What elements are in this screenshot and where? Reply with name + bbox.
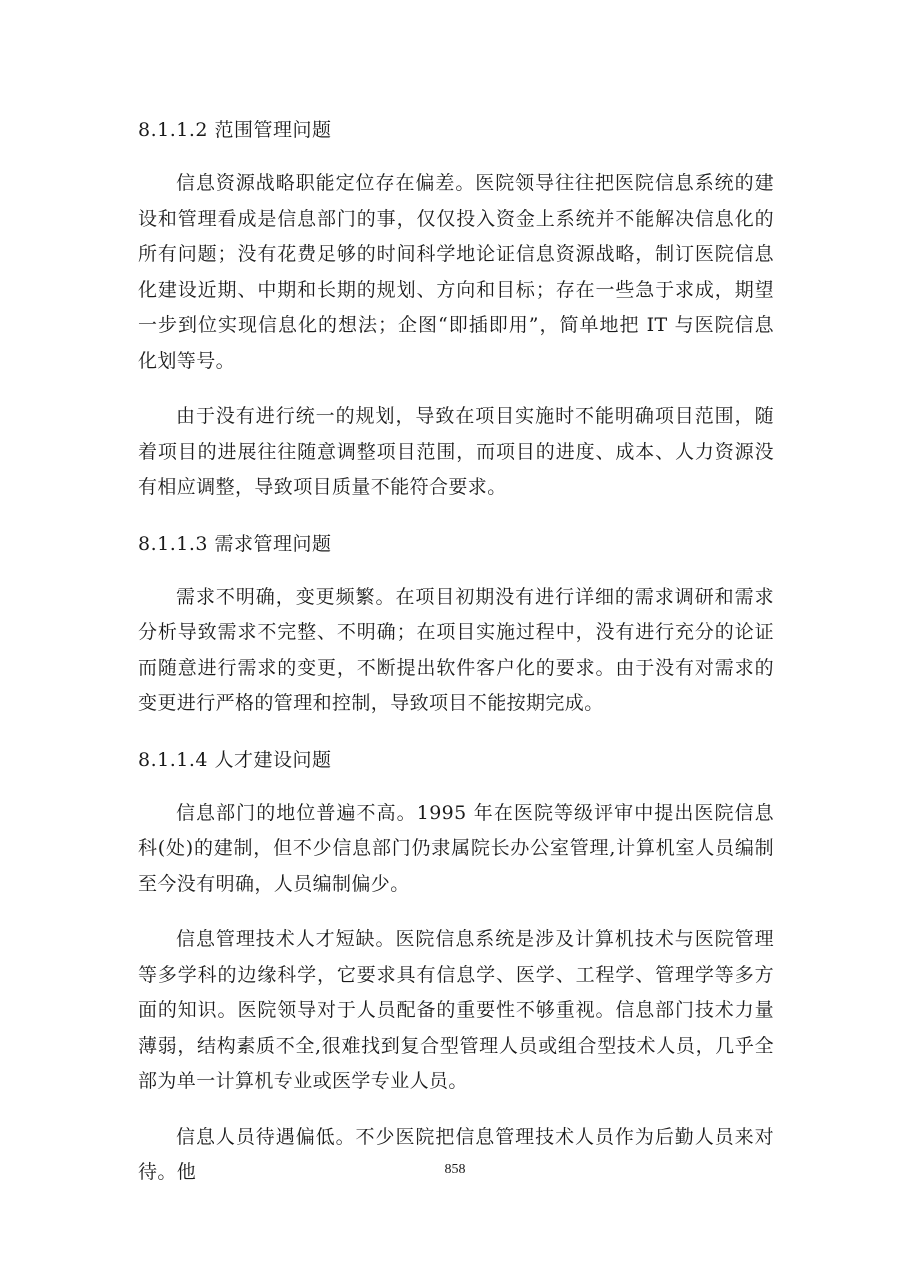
section-8-1-1-2: [138, 112, 774, 506]
section-8-1-1-3: [138, 526, 774, 722]
page-content: [138, 112, 774, 1211]
body-paragraph: 信息人员待遇偏低。不少医院把信息管理技术人员作为后勤人员来对待。他: [138, 1125, 774, 1183]
body-paragraph: 信息管理技术人才短缺。医院信息系统是涉及计算机技术与医院管理等多学科的边缘科学，它要求具有信息学、医学、工程学、管理学等多方面的知识。医院领导对于人员配备的重要性不够重视。信息部门技术力量薄弱，结构素质不全,很难找到复合型管理人员或组合型技术人员，几乎全部为单一计算机专业或医学专业人员。: [138, 928, 774, 1092]
body-paragraph: 信息部门的地位普遍不高。1995 年在医院等级评审中提出医院信息科(处)的建制，但不少信息部门仍隶属院长办公室管理,计算机室人员编制至今没有明确，人员编制偏少。: [138, 801, 774, 895]
body-paragraph: 需求不明确，变更频繁。在项目初期没有进行详细的需求调研和需求分析导致需求不完整、不明确；在项目实施过程中，没有进行充分的论证而随意进行需求的变更，不断提出软件客户化的要求。由于没有对需求的变更进行严格的管理和控制，导致项目不能按期完成。: [138, 585, 774, 714]
body-paragraph: 信息资源战略职能定位存在偏差。医院领导往往把医院信息系统的建设和管理看成是信息部门的事，仅仅投入资金上系统并不能解决信息化的所有问题；没有花费足够的时间科学地论证信息资源战略，制订医院信息化建设近期、中期和长期的规划、方向和目标；存在一些急于求成，期望一步到位实现信息化的想法；企图“即插即用”，简单地把 IT 与医院信息化划等号。: [138, 172, 774, 372]
section-heading: 8.1.1.4 人才建设问题: [138, 748, 332, 771]
section-heading: 8.1.1.2 范围管理问题: [138, 119, 332, 141]
section-heading: 8.1.1.3 需求管理问题: [138, 532, 332, 555]
page-number: 858: [444, 1162, 466, 1177]
section-8-1-1-4: [138, 742, 774, 1191]
body-paragraph: 由于没有进行统一的规划，导致在项目实施时不能明确项目范围，随着项目的进展往往随意调整项目范围，而项目的进度、成本、人力资源没有相应调整，导致项目质量不能符合要求。: [138, 405, 774, 498]
